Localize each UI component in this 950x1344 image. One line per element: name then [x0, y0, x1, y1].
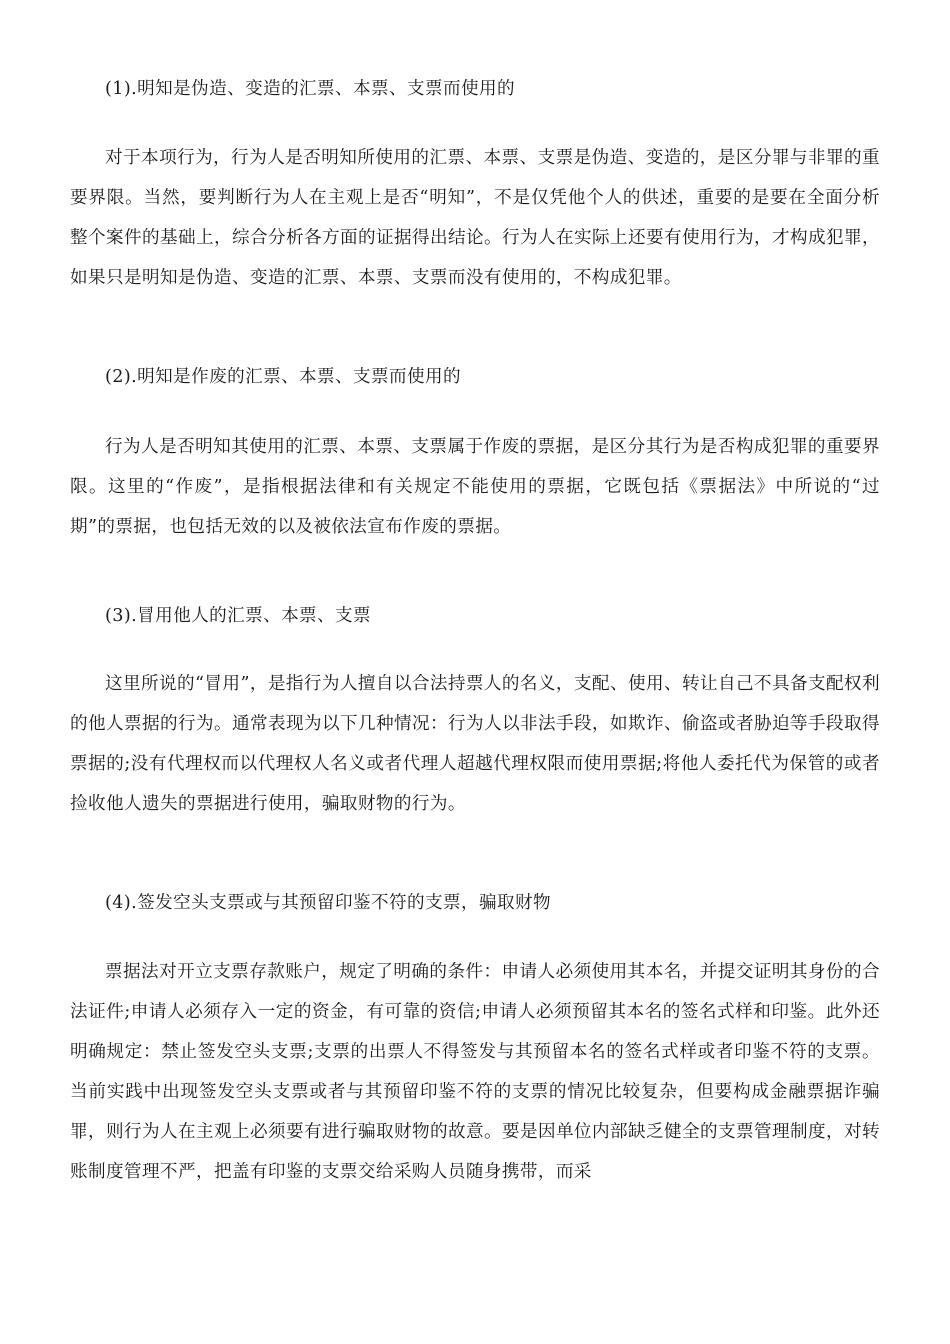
- section-1-body: 对于本项行为，行为人是否明知所使用的汇票、本票、支票是伪造、变造的，是区分罪与非罪的重要界限。当然，要判断行为人在主观上是否“明知”，不是仅凭他个人的供述，重要的是要在全面分析整个案件的基础上，综合分析各方面的证据得出结论。行为人在实际上还要有使用行为，才构成犯罪，如果只是明知是伪造、变造的汇票、本票、支票而没有使用的，不构成犯罪。: [70, 148, 880, 288]
- section-1-heading: (1).明知是伪造、变造的汇票、本票、支票而使用的: [105, 79, 515, 99]
- section-2-heading: (2).明知是作废的汇票、本票、支票而使用的: [105, 367, 462, 387]
- section-4-body: 票据法对开立支票存款账户，规定了明确的条件：申请人必须使用其本名，并提交证明其身份的合法证件;申请人必须存入一定的资金，有可靠的资信;申请人必须预留其本名的签名式样和印鉴。此外还明确规定：禁止签发空头支票;支票的出票人不得签发与其预留本名的签名式样或者印鉴不符的支票。当前实践中出现签发空头支票或者与其预留印鉴不符的支票的情况比较复杂，但要构成金融票据诈骗罪，则行为人在主观上必须要有进行骗取财物的故意。要是因单位内部缺乏健全的支票管理制度，对转账制度管理不严，把盖有印鉴的支票交给采购人员随身携带，而采: [70, 962, 880, 1182]
- section-2-body: 行为人是否明知其使用的汇票、本票、支票属于作废的票据，是区分其行为是否构成犯罪的重要界限。这里的“作废”，是指根据法律和有关规定不能使用的票据，它既包括《票据法》中所说的“过期”的票据，也包括无效的以及被依法宣布作废的票据。: [70, 437, 880, 537]
- section-3-heading: (3).冒用他人的汇票、本票、支票: [105, 606, 372, 626]
- section-3-body: 这里所说的“冒用”，是指行为人擅自以合法持票人的名义，支配、使用、转让自己不具备支配权利的他人票据的行为。通常表现为以下几种情况：行为人以非法手段，如欺诈、偷盗或者胁迫等手段取得票据的;没有代理权而以代理权人名义或者代理人超越代理权限而使用票据;将他人委托代为保管的或者捡收他人遗失的票据进行使用，骗取财物的行为。: [70, 674, 880, 814]
- section-4-heading: (4).签发空头支票或与其预留印鉴不符的支票，骗取财物: [105, 893, 551, 913]
